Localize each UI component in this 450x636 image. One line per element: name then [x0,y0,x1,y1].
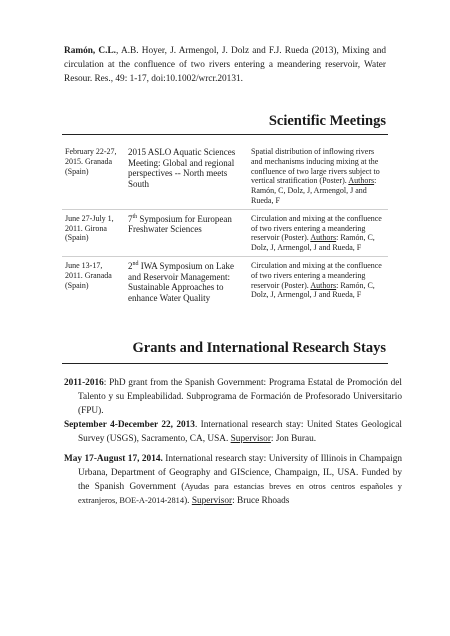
publication-citation: , A.B. Hoyer, J. Armengol, J. Dolz and F.J. Rueda (2013), Mixing and circulation at the confluence of two rivers entering a meandering reservoir, Water Resour. Res., 49: 1-17, doi:10.1002/wrcr.20131. [64,46,386,84]
section-title-grants: Grants and International Research Stays [132,340,386,356]
authors-label: Authors [310,233,337,243]
supervisor-label: Supervisor [230,434,271,444]
presentation-title: Spatial distribution of inflowing rivers and mechanisms inducing mixing at the confluence of two large rivers subject to vertical stratification (Poster). [251,147,380,186]
authors-list: : Ramón, C, Dolz, J, Armengol, J and Rueda, F [251,233,375,253]
supervisor-label: Supervisor [191,496,233,506]
meeting-date: June 13-17, 2011. Granada (Spain) [62,256,122,306]
authors-label: Authors [348,176,375,186]
conference-name: 2015 ASLO Aquatic Sciences Meeting: Global and regional perspectives -- North meets South [128,147,236,189]
table-row [62,143,388,209]
grant-description: : PhD grant from the Spanish Government: Programa Estatal de Promoción del Talento y su Empleabilidad. Subprograma de Formación de Profesorado Universitario (FPU). [78,378,402,416]
grant-period: September 4-December 22, 2013 [64,420,195,430]
ordinal-number: 7 [128,213,133,224]
meeting-conference [122,209,243,256]
section-title-scientific-meetings: Scientific Meetings [268,113,386,129]
conference-name: IWA Symposium on Lake and Reservoir Management: Sustainable Approaches to enhance Water Quality [128,260,234,303]
meeting-description [243,143,388,209]
authors-list: : Ramón, C, Dolz, J, Armengol, J and Rueda, F [251,280,375,300]
meeting-date: June 27-July 1, 2011. Girona (Spain) [62,209,122,256]
ordinal-suffix: nd [132,260,139,267]
meeting-description [243,256,388,306]
grant-period: May 17-August 17, 2014. [64,454,163,464]
publication-entry [64,44,386,86]
conference-name: Symposium for European Freshwater Sciences [128,213,232,235]
grant-period: 2011-2016 [64,378,104,388]
meeting-conference [122,256,243,306]
ordinal-number: 2 [128,260,133,271]
grant-entry [64,418,402,446]
grant-entry [64,452,402,508]
table-row [62,209,388,256]
meetings-table [62,143,388,306]
grant-description-end: ). [184,496,192,506]
authors-label: Authors [310,280,337,290]
section-divider [62,134,388,135]
ordinal-suffix: th [132,213,138,220]
authors-list: : Ramón, C, Dolz, J, Armengol, J and Rueda, F [251,176,377,205]
funding-program: Ayudas para estancias breves en otros centros españoles y extranjeros, BOE-A-2014-2814 [78,482,402,505]
grant-description: . International research stay: United States Geological Survey (USGS), Sacramento, CA, USA. [78,420,402,444]
table-row [62,256,388,306]
grant-description: International research stay: University of Illinois in Champaign Urbana, Department of Geography and GIScience, Champaign, IL, USA. Funded by the Spanish Government ( [78,454,402,492]
supervisor-name: : Jon Burau. [270,434,317,444]
grant-entry [64,376,402,418]
meeting-date: February 22-27, 2015. Granada (Spain) [65,147,117,176]
section-divider [62,363,388,364]
meeting-description [243,209,388,256]
presentation-title: Circulation and mixing at the confluence of two rivers entering a meandering reservoir (Poster). [251,213,382,243]
presentation-title: Circulation and mixing at the confluence of two rivers entering a meandering reservoir (Poster). [251,260,382,290]
publication-authors-bold: Ramón, C.L. [64,46,116,56]
supervisor-name: : Bruce Rhoads [232,496,290,506]
meeting-conference [122,143,243,209]
